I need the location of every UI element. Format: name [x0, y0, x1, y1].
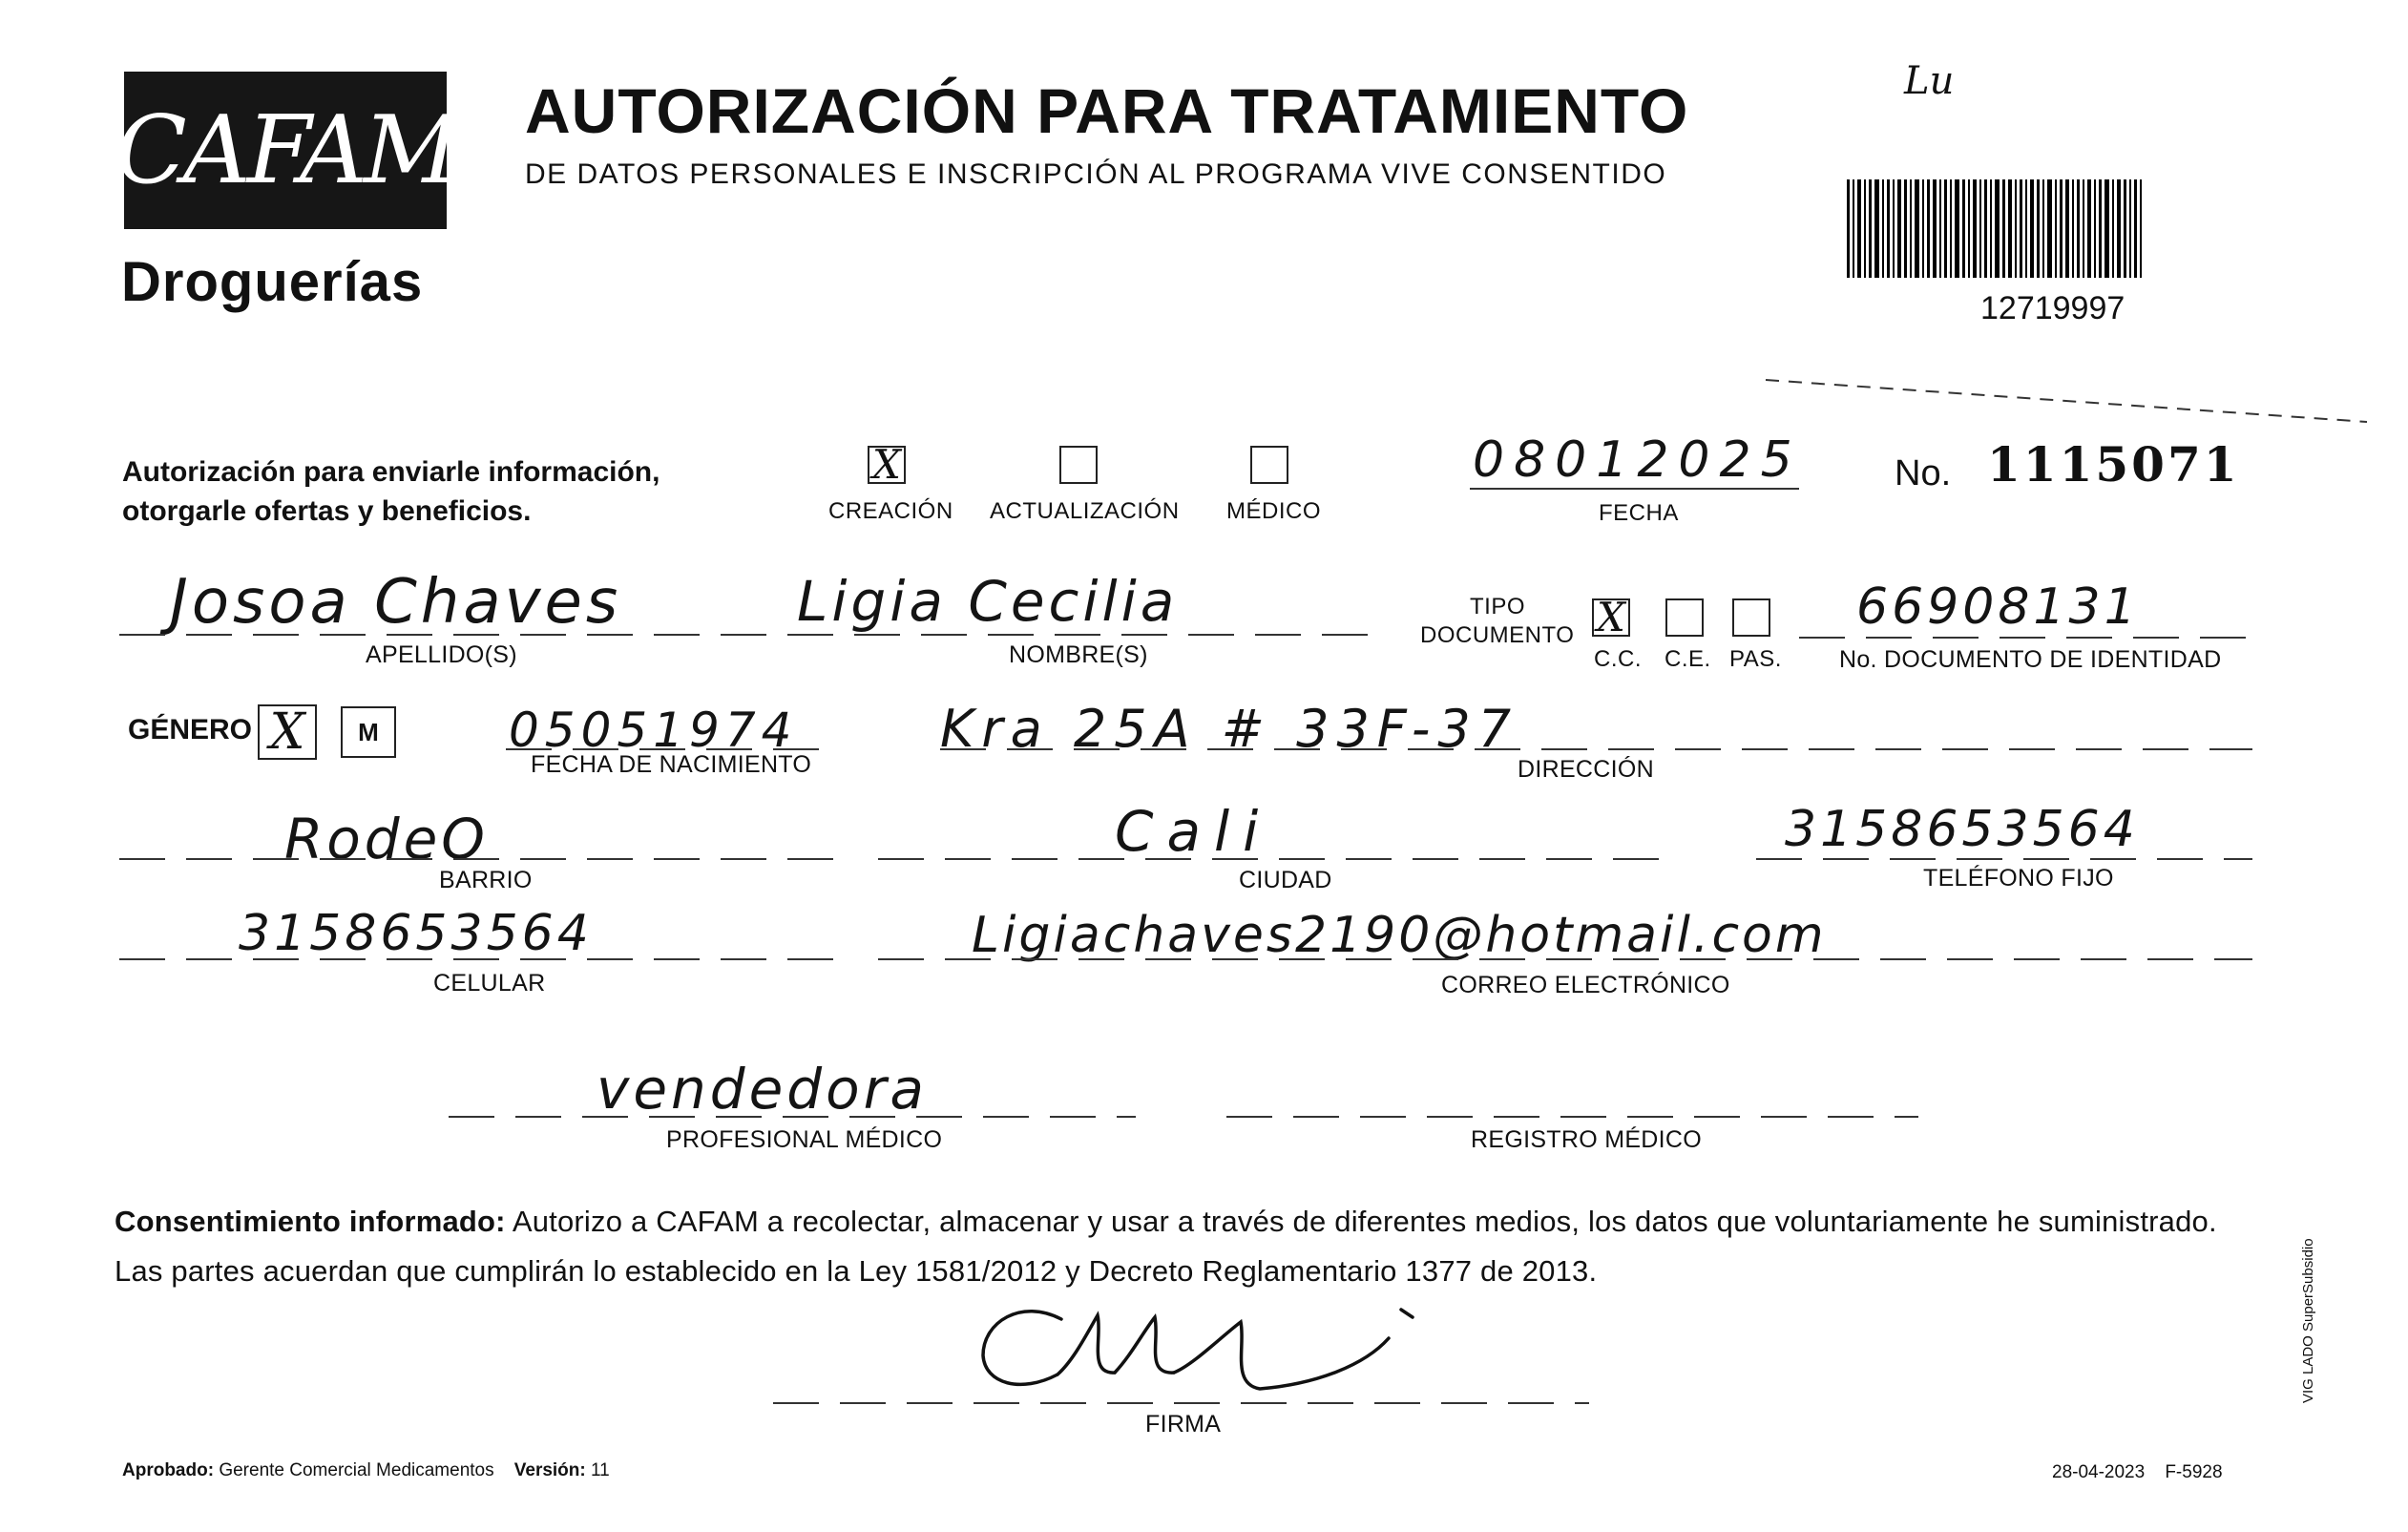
creacion-label: CREACIÓN — [828, 498, 953, 524]
barrio-label: BARRIO — [439, 867, 533, 893]
nombres-label: NOMBRE(S) — [1009, 641, 1148, 668]
tipo-label: TIPO — [1470, 594, 1526, 619]
form-title: AUTORIZACIÓN PARA TRATAMIENTO — [525, 75, 1689, 146]
checkbox-creacion[interactable]: X — [868, 446, 906, 484]
consent-line-1-text: Autorizo a CAFAM a recolectar, almacenar y usar a través de diferentes medios, los datos que voluntariamente he suministrado. — [505, 1205, 2217, 1238]
authorization-line-2: otorgarle ofertas y beneficios. — [122, 495, 532, 528]
documento-label: DOCUMENTO — [1420, 622, 1575, 648]
footer-form-code: F-5928 — [2165, 1462, 2223, 1482]
number-label: No. — [1895, 453, 1952, 493]
direccion-value[interactable]: Kra 25A # 33F-37 — [940, 699, 1519, 759]
version-value: 11 — [591, 1460, 610, 1480]
apellidos-label: APELLIDO(S) — [366, 641, 517, 668]
celular-label: CELULAR — [433, 970, 546, 997]
profesional-label: PROFESIONAL MÉDICO — [666, 1126, 943, 1153]
telefono-value[interactable]: 3158653564 — [1785, 801, 2139, 858]
aprobado-value: Gerente Comercial Medicamentos — [219, 1460, 494, 1480]
consent-heading: Consentimiento informado: — [115, 1205, 506, 1238]
ce-label: C.E. — [1665, 646, 1711, 672]
cc-label: C.C. — [1594, 646, 1642, 672]
ciudad-label: CIUDAD — [1239, 867, 1332, 893]
checkbox-cc[interactable]: X — [1592, 598, 1630, 637]
celular-value[interactable]: 3158653564 — [239, 905, 593, 962]
aprobado-label: Aprobado: — [122, 1460, 215, 1480]
form-subtitle: DE DATOS PERSONALES E INSCRIPCIÓN AL PROGRAMA VIVE CONSENTIDO — [525, 158, 1667, 190]
footer-date-code: 28-04-2023 — [2052, 1462, 2146, 1482]
actualizacion-label: ACTUALIZACIÓN — [990, 498, 1180, 524]
logo-subtitle: Droguerías — [121, 251, 424, 313]
side-text: VIG LADO SuperSubsidio — [2300, 1238, 2316, 1403]
logo-text: CAFAM — [115, 95, 456, 205]
form-number: 1115071 — [1987, 436, 2240, 493]
authorization-line-1: Autorización para enviarle información, — [122, 456, 660, 488]
firma-label: FIRMA — [1145, 1411, 1222, 1438]
documento-value[interactable]: 66908131 — [1856, 578, 2140, 636]
checkbox-genero-f[interactable]: X — [258, 704, 317, 760]
correo-value[interactable]: Ligiachaves2190@hotmail.com — [972, 907, 1827, 964]
tear-dash-line — [1766, 380, 2367, 422]
direccion-label: DIRECCIÓN — [1518, 756, 1654, 783]
barrio-value[interactable]: RodeO — [284, 807, 489, 871]
version-label: Versión: — [513, 1460, 586, 1480]
fecha-value[interactable]: 08012025 — [1473, 431, 1802, 489]
telefono-label: TELÉFONO FIJO — [1923, 865, 2114, 892]
barcode-number: 12719997 — [1980, 290, 2125, 326]
pas-label: PAS. — [1729, 646, 1782, 672]
fecha-label: FECHA — [1599, 500, 1679, 526]
nombres-value[interactable]: Ligia Cecilia — [797, 569, 1179, 634]
consent-line-2: Las partes acuerdan que cumplirán lo establecido en la Ley 1581/2012 y Decreto Reglamentario 1377 de 2013. — [115, 1254, 1598, 1289]
registro-label: REGISTRO MÉDICO — [1471, 1126, 1703, 1153]
checkbox-genero-m[interactable]: M — [341, 706, 396, 758]
correo-label: CORREO ELECTRÓNICO — [1441, 972, 1730, 998]
signature-drawing — [983, 1310, 1413, 1389]
medico-label: MÉDICO — [1226, 498, 1321, 524]
documento-numero-label: No. DOCUMENTO DE IDENTIDAD — [1839, 646, 2222, 673]
apellidos-value[interactable]: Josoa Chaves — [170, 567, 622, 638]
profesional-value[interactable]: vendedora — [597, 1057, 928, 1122]
nacimiento-label: FECHA DE NACIMIENTO — [531, 751, 812, 778]
nacimiento-value[interactable]: 05051974 — [509, 703, 798, 758]
ciudad-value[interactable]: Cali — [1115, 799, 1272, 864]
genero-label: GÉNERO — [128, 714, 253, 745]
pen-mark: Lu — [1904, 59, 1955, 103]
